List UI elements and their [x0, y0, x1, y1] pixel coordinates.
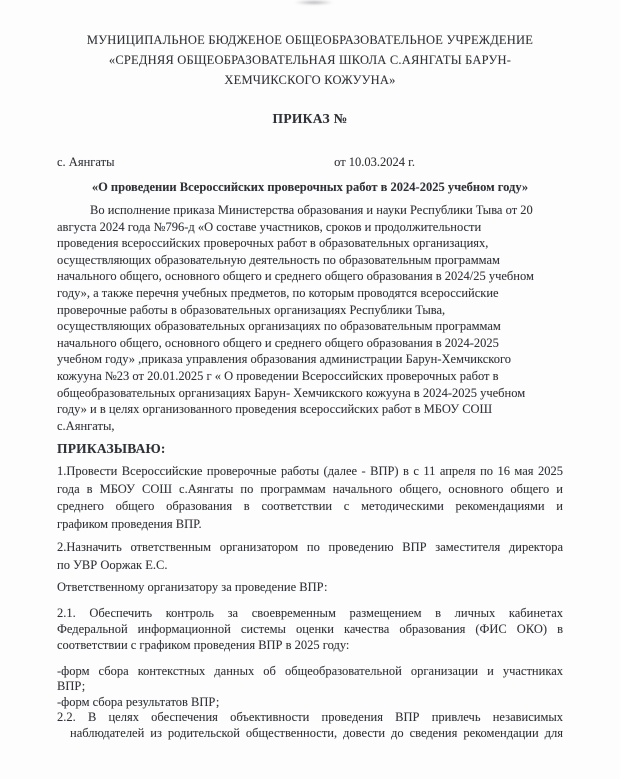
- text-line: наблюдателей из родительской общественности, довести до сведения рекомендации для: [70, 725, 563, 740]
- preamble-paragraph: [57, 202, 563, 434]
- responsible-organizer-line: Ответственному организатору за проведение ВПР:: [57, 580, 328, 595]
- text-line: году» и в целях организованного проведения всероссийских работ в МБОУ СОШ: [57, 402, 493, 417]
- text-line: 2.1. Обеспечить контроль за своевременным размещением в личных кабинетах: [57, 606, 563, 621]
- text-line: 1.Провести Всероссийские проверочные работы (далее - ВПР) в с 11 апреля по 16 мая 2025: [57, 464, 563, 479]
- text-line: 2.Назначить ответственным организатором по проведению ВПР заместителя директора: [57, 540, 563, 555]
- text-line: начального общего, основного общего и среднего общего образования в 2024-2025: [57, 335, 499, 350]
- text-line: года в МБОУ СОШ с.Аянгаты по программам начального общего, основного общего и: [57, 481, 563, 496]
- organization-name: [57, 30, 563, 90]
- order-item-2-2: [57, 710, 563, 741]
- text-line: осуществляющих образовательную деятельность по образовательным программам: [57, 252, 500, 267]
- bullet-forms-context-data: [57, 664, 563, 695]
- text-line: Во исполнение приказа Министерства образования и науки Республики Тыва от 20: [90, 203, 533, 217]
- text-line: осуществляющих образовательных организациях по образовательным программам: [57, 319, 501, 334]
- text-line: Федеральной информационной системы оценки качества образования (ФИС ОКО) в: [57, 622, 563, 637]
- text-line: году», а также перечня учебных предметов, по которым проводятся всероссийские: [57, 285, 499, 300]
- text-line: ВПР;: [57, 679, 86, 694]
- text-line: МУНИЦИПАЛЬНОЕ БЮДЖЕНОЕ ОБЩЕОБРАЗОВАТЕЛЬНОЕ УЧРЕЖДЕНИЕ: [86, 33, 534, 47]
- text-line: проведения всероссийских проверочных работ в образовательных организациях,: [57, 236, 489, 251]
- date-label: от 10.03.2024 г.: [334, 155, 415, 169]
- bullet-forms-results: -форм сбора результатов ВПР;: [57, 694, 220, 709]
- text-line: 2.2. В целях обеспечения объективности проведения ВПР привлечь независимых: [57, 710, 563, 725]
- text-line: учебном году» ,приказа управления образования администрации Барун-Хемчикского: [57, 352, 512, 367]
- text-line: общеобразовательных организациях Барун- Хемчикского кожууна в 2024-2025 учебном: [57, 385, 526, 400]
- text-line: с.Аянгаты,: [57, 418, 115, 433]
- text-line: «СРЕДНЯЯ ОБЩЕОБРАЗОВАТЕЛЬНАЯ ШКОЛА С.АЯНГАТЫ БАРУН-: [108, 53, 512, 67]
- text-line: -форм сбора контекстных данных об общеобразовательной организации и участниках: [57, 663, 563, 678]
- order-item-2: [57, 539, 563, 574]
- text-line: августа 2024 года №796-д «О составе участников, сроков и продолжительности: [57, 219, 482, 234]
- order-title: ПРИКАЗ №: [272, 111, 348, 126]
- text-line: соответствии с графиком проведения ВПР в 2025 году:: [57, 637, 350, 652]
- order-item-2-1: [57, 606, 563, 653]
- text-line: начального общего, основного общего и среднего общего образования в 2024/25 учебном: [57, 269, 534, 284]
- text-line: проверочные работы в образовательных организациях Республики Тыва,: [57, 302, 446, 317]
- subject-title: «О проведении Всероссийских проверочных работ в 2024-2025 учебном году»: [91, 180, 529, 194]
- text-line: среднего общего образования в соответствии с методическими рекомендациями и: [57, 499, 563, 514]
- text-line: по УВР Ооржак Е.С.: [57, 557, 168, 572]
- place-label: с. Аянгаты: [57, 155, 115, 169]
- text-line: ХЕМЧИКСКОГО КОЖУУНА»: [224, 73, 396, 87]
- scan-artifact: [294, 0, 334, 5]
- place-date-row: [57, 155, 563, 170]
- text-line: кожууна №23 от 20.01.2025 г « О проведении Всероссийских проверочных работ в: [57, 368, 499, 383]
- text-line: графиком проведения ВПР.: [57, 516, 202, 531]
- order-item-1: [57, 463, 563, 533]
- resolution-label: ПРИКАЗЫВАЮ:: [57, 441, 166, 457]
